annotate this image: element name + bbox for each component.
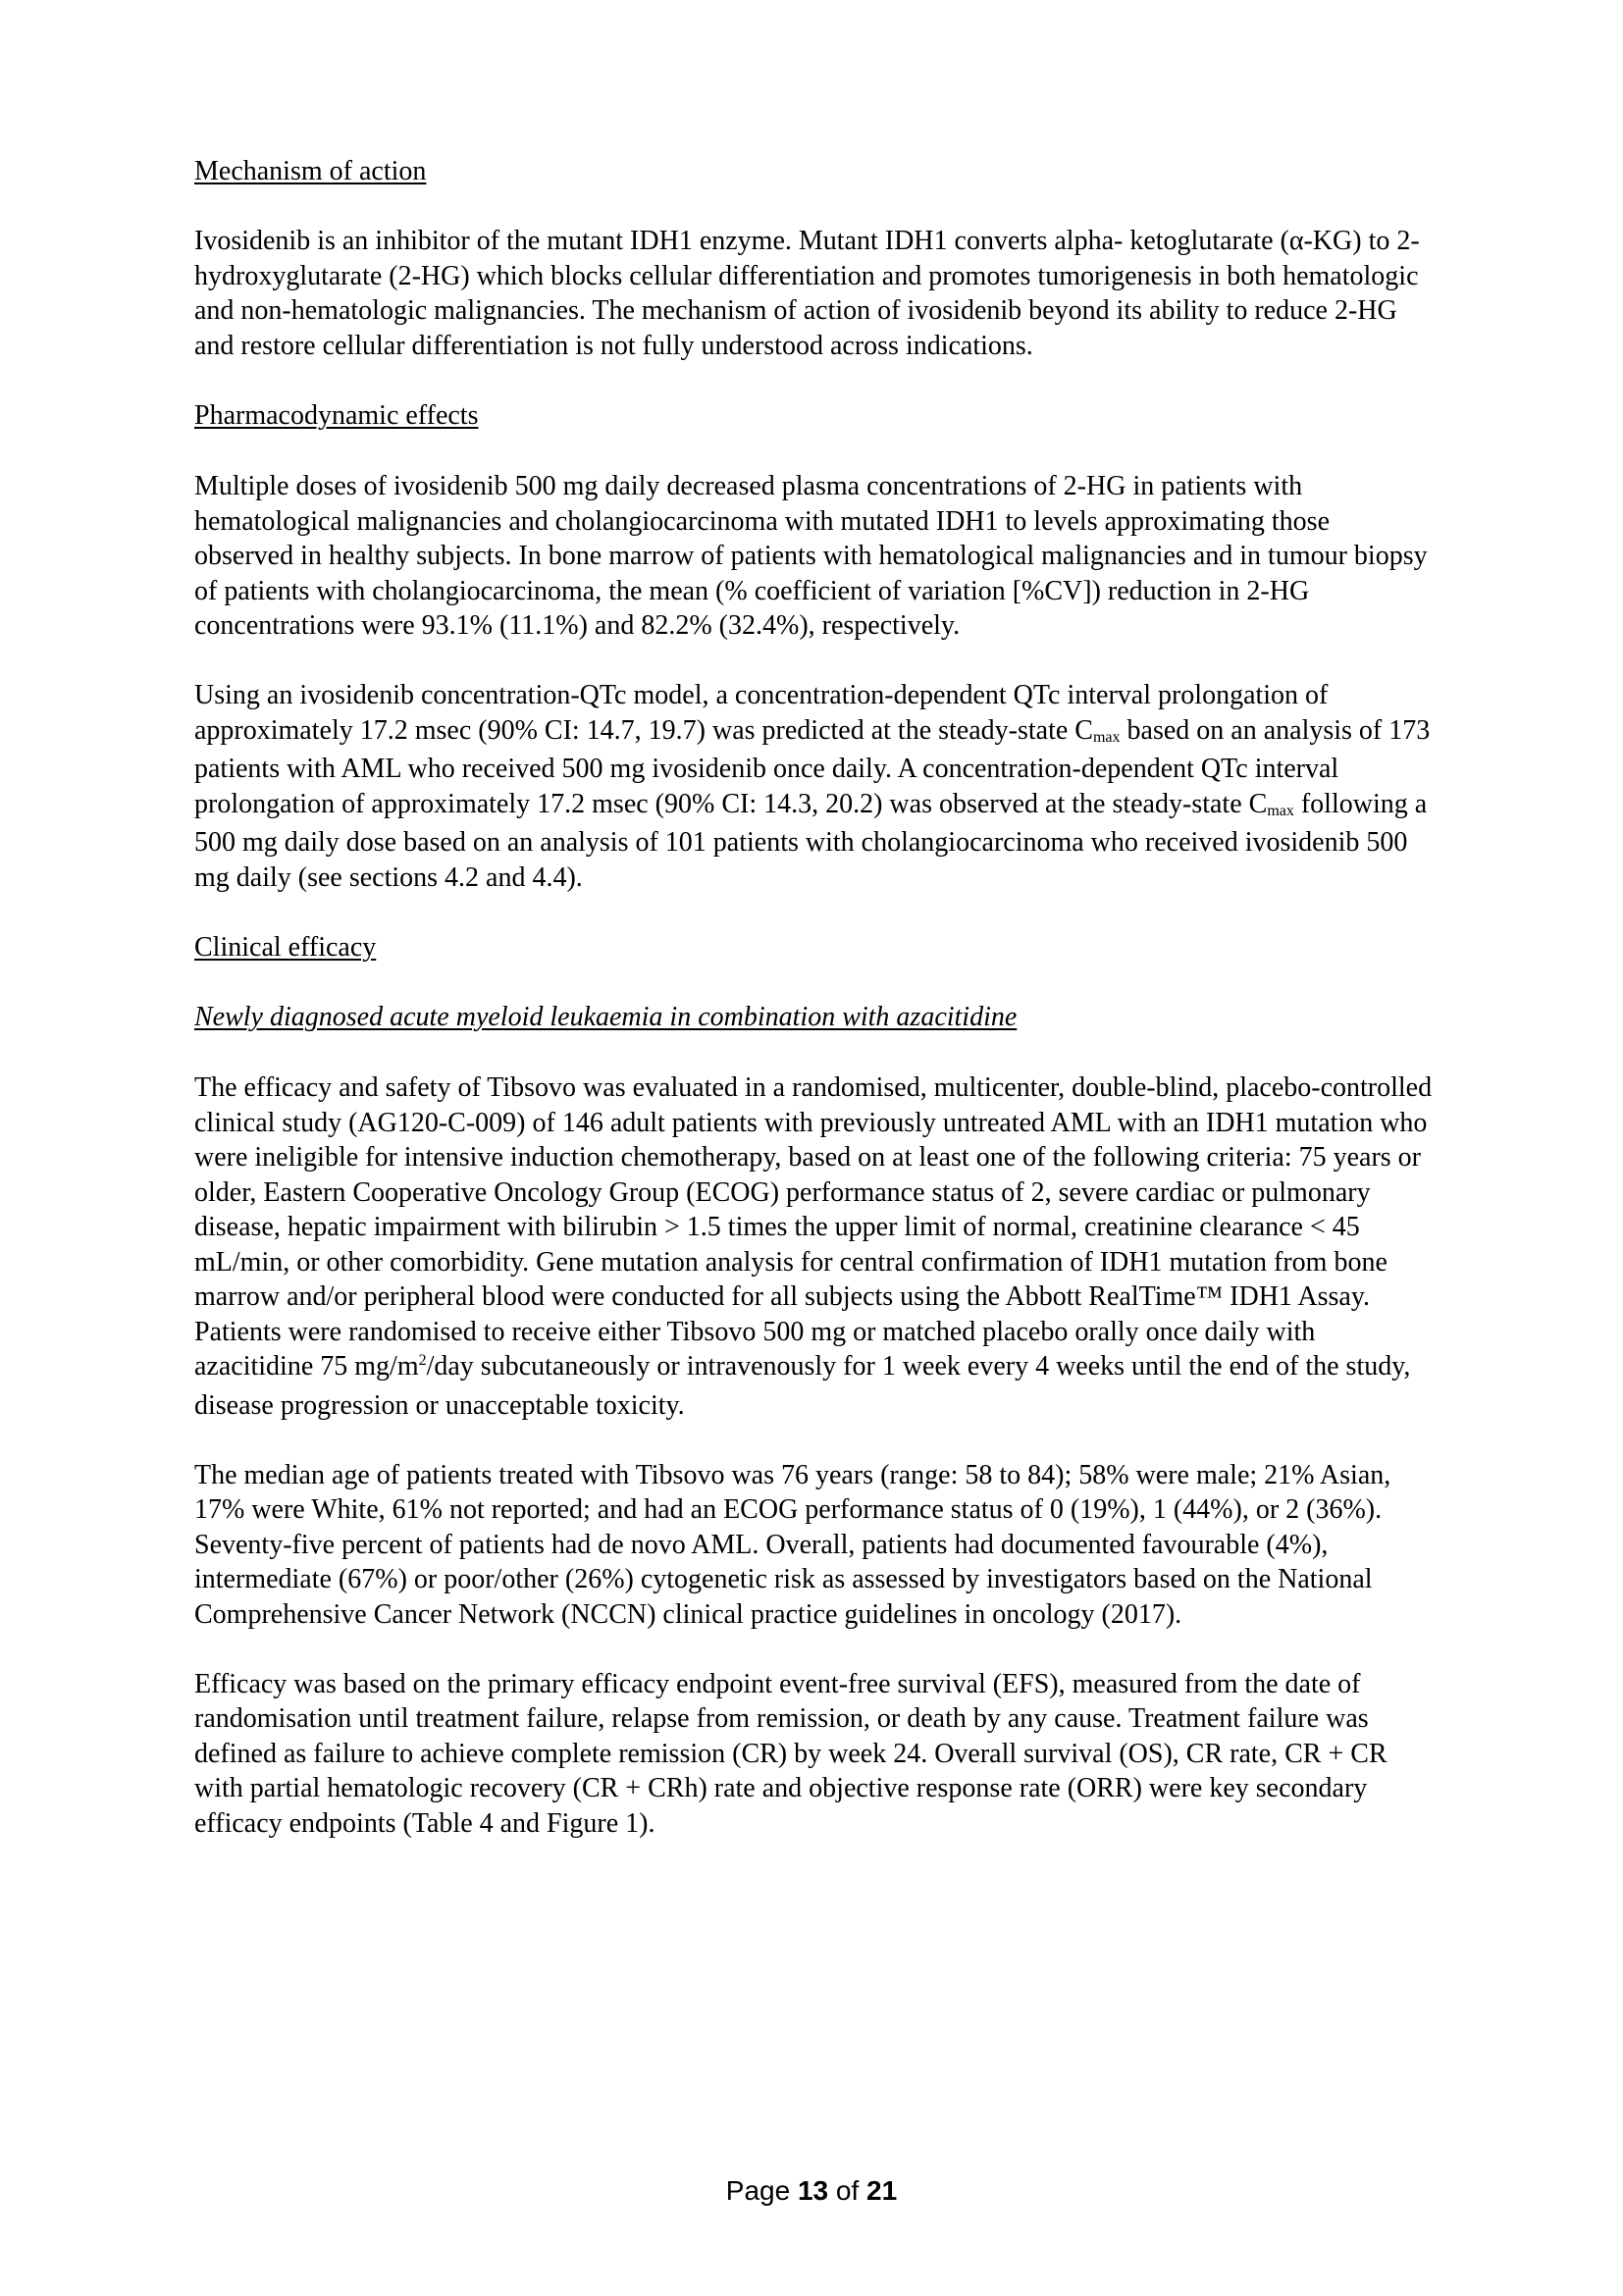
superscript-2: 2 bbox=[418, 1352, 427, 1369]
page-number: 13 bbox=[797, 2175, 829, 2206]
paragraph-pharmacodynamic-1: Multiple doses of ivosidenib 500 mg daily decreased plasma concentrations of 2-HG in patients with hematological malignancies and cholangiocarcinoma with mutated IDH1 to levels approximating those observed in healthy subjects. In bone marrow of patients with hematological malignancies and in tumour biopsy of patients with cholangiocarcinoma, the mean (% coefficient of variation [%CV]) reduction in 2-HG concentrations were 93.1% (11.1%) and 82.2% (32.4%), respectively. bbox=[194, 471, 1428, 641]
subscript-max: max bbox=[1267, 802, 1294, 819]
text-run: /day subcutaneously or intravenously for 1 week every 4 weeks until the end of the study, disease progression or unacceptable toxicity. bbox=[194, 1351, 1411, 1421]
text-run: Using an ivosidenib concentration-QTc model, a concentration-dependent QTc interval prolongation of approximately 17.2 msec (90% CI: 14.7, 19.7) was predicted at the steady-state C bbox=[194, 680, 1329, 746]
of-label: of bbox=[835, 2175, 860, 2206]
paragraph-clinical-3: Efficacy was based on the primary efficacy endpoint event-free survival (EFS), measured from the date of randomisation until treatment failure, relapse from remission, or death by any cause. Treatment failure was defined as failure to achieve complete remission (CR) by week 24. Overall survival (OS), CR rate, CR + CR with partial hematologic recovery (CR + CRh) rate and objective response rate (ORR) were key secondary efficacy endpoints (Table 4 and Figure 1). bbox=[194, 1668, 1387, 1839]
text-run: based on an analysis of 173 patients with AML who received 500 mg ivosidenib once daily. A concentration-dependent QTc interval prolongation of approximately 17.2 msec (90% CI: 14.3, 20.2) was observed at the steady-state C bbox=[194, 714, 1431, 819]
section-heading-pharmacodynamic: Pharmacodynamic effects bbox=[194, 399, 479, 431]
page-total: 21 bbox=[866, 2175, 898, 2206]
subheading-newly-diagnosed-aml: Newly diagnosed acute myeloid leukaemia in combination with azacitidine bbox=[194, 1001, 1018, 1032]
section-heading-clinical: Clinical efficacy bbox=[194, 931, 377, 963]
text-run: The efficacy and safety of Tibsovo was evaluated in a randomised, multicenter, double-blind, placebo-controlled clinical study (AG120-C-009) of 146 adult patients with previously untreated AML with an IDH1 mutation who were ineligible for intensive induction chemotherapy, based on at least one of the following criteria: 75 years or older, Eastern Cooperative Oncology Group (ECOG) performance status of 2, severe cardiac or pulmonary disease, hepatic impairment with bilirubin > 1.5 times the upper limit of normal, creatinine clearance < 45 mL/min, or other comorbidity. Gene mutation analysis for central confirmation of IDH1 mutation from bone marrow and/or peripheral blood were conducted for all subjects using the Abbott RealTime™ IDH1 Assay. Patients were randomised to receive either Tibsovo 500 mg or matched placebo orally once daily with azacitidine 75 mg/m bbox=[194, 1072, 1433, 1382]
paragraph-pharmacodynamic-2 bbox=[194, 678, 1436, 895]
subscript-max: max bbox=[1092, 728, 1121, 746]
paragraph-clinical-1 bbox=[194, 1070, 1436, 1423]
document-body bbox=[194, 154, 1436, 1841]
paragraph-mechanism: Ivosidenib is an inhibitor of the mutant IDH1 enzyme. Mutant IDH1 converts alpha- ketoglutarate (α-KG) to 2-hydroxyglutarate (2-HG) which blocks cellular differentiation and promotes tumorigenesis in both hematologic and non-hematologic malignancies. The mechanism of action of ivosidenib beyond its ability to reduce 2-HG and restore cellular differentiation is not fully understood across indications. bbox=[194, 226, 1420, 361]
paragraph-clinical-2: The median age of patients treated with Tibsovo was 76 years (range: 58 to 84); 58% were male; 21% Asian, 17% were White, 61% not reported; and had an ECOG performance status of 0 (19%), 1 (44%), or 2 (36%). Seventy-five percent of patients had de novo AML. Overall, patients had documented favourable (4%), intermediate (67%) or poor/other (26%) cytogenetic risk as assessed by investigators based on the National Comprehensive Cancer Network (NCCN) clinical practice guidelines in oncology (2017). bbox=[194, 1459, 1391, 1630]
section-heading-mechanism: Mechanism of action bbox=[194, 156, 427, 186]
page-label: Page bbox=[725, 2175, 791, 2206]
text-run: following a 500 mg daily dose based on an analysis of 101 patients with cholangiocarcinoma who received ivosidenib 500 mg daily (see sections 4.2 and 4.4). bbox=[194, 788, 1428, 893]
page-footer bbox=[0, 2175, 1623, 2207]
